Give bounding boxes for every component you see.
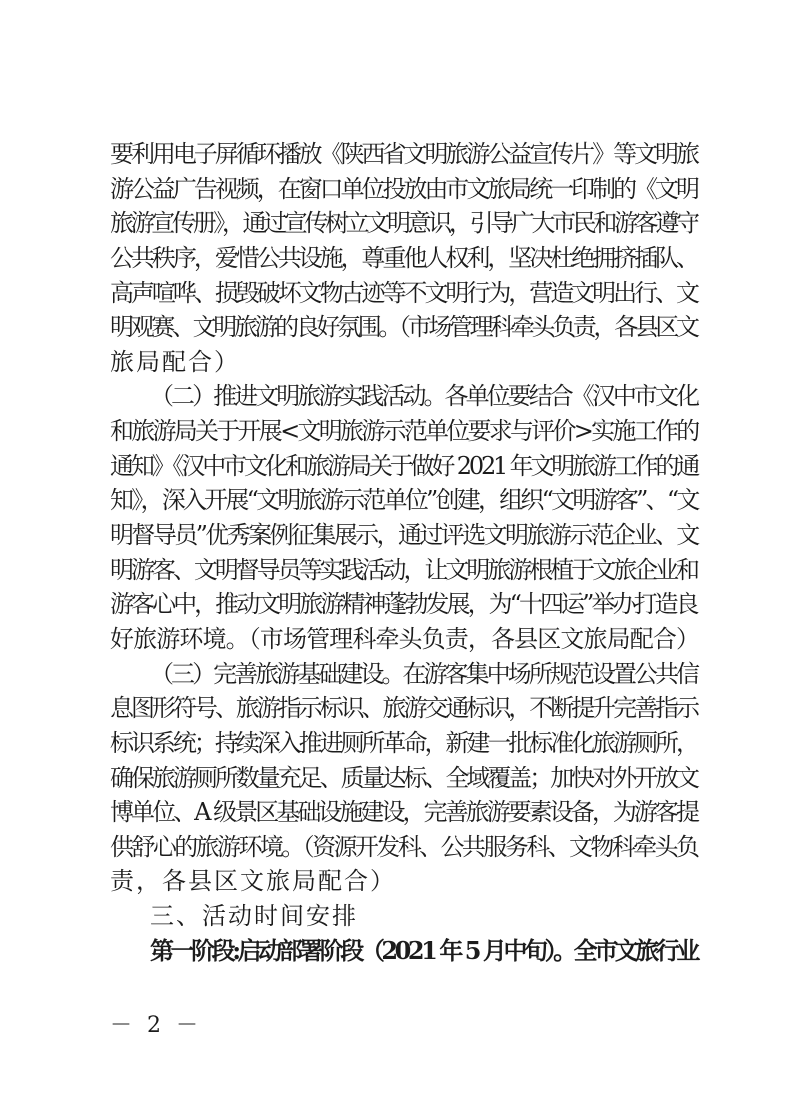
- text-line-3: 旅游宣传册》，通过宣传树立文明意识，引导广大市民和游客遵守: [110, 209, 697, 238]
- text-line-9: 和旅游局关于开展<文明旅游示范单位要求与评价>实施工作的: [110, 417, 698, 446]
- text-line-17: 息图形符号、旅游指示标识、旅游交通标识，不断提升完善指示: [110, 694, 697, 723]
- text-line-13: 明游客、文明督导员等实践活动，让文明旅游根植于文旅企业和: [110, 555, 697, 584]
- text-line-11: 知》，深入开展“文明旅游示范单位”创建，组织“文明游客”、“文: [110, 486, 698, 515]
- text-line-12: 明督导员”优秀案例征集展示，通过评选文明旅游示范企业、文: [110, 521, 698, 550]
- text-line-5: 高声喧哗、损毁破坏文物古迹等不文明行为，营造文明出行、文: [110, 278, 697, 307]
- section-heading-schedule: 三、活动时间安排: [150, 902, 358, 931]
- section-2-heading-line: （二）推进文明旅游实践活动。各单位要结合《汉中市文化: [150, 382, 698, 411]
- text-line-10: 通知》《汉中市文化和旅游局关于做好 2021 年文明旅游工作的通: [110, 451, 698, 480]
- text-line-2: 游公益广告视频，在窗口单位投放由市文旅局统一印制的《文明: [110, 174, 697, 203]
- text-line-18: 标识系统；持续深入推进厕所革命，新建一批标准化旅游厕所，: [110, 728, 697, 757]
- text-line-6: 明观赛、文明旅游的良好氛围。（市场管理科牵头负责，各县区文: [110, 313, 697, 342]
- text-line-14: 游客心中，推动文明旅游精神蓬勃发展，为“十四运”举办打造良: [110, 590, 697, 619]
- text-line-20: 博单位、A 级景区基础设施建设，完善旅游要素设备，为游客提: [110, 798, 698, 827]
- text-line-21: 供舒心的旅游环境。（资源开发科、公共服务科、文物科牵头负: [110, 832, 698, 861]
- text-line-15: 好旅游环境。（市场管理科牵头负责，各县区文旅局配合）: [110, 624, 700, 653]
- document-body: [110, 137, 700, 968]
- text-line-1: 要利用电子屏循环播放《陕西省文明旅游公益宣传片》等文明旅: [110, 140, 697, 168]
- section-3-heading-line: （三）完善旅游基础建设。在游客集中场所规范设置公共信: [150, 659, 698, 688]
- text-line-7: 旅局配合）: [110, 347, 240, 376]
- phase-one-line: 第一阶段:启动部署阶段（2021 年 5 月中旬）。全市文旅行业: [150, 935, 697, 965]
- text-line-22: 责，各县区文旅局配合）: [110, 867, 396, 896]
- text-line-19: 确保旅游厕所数量充足、质量达标、全域覆盖；加快对外开放文: [110, 763, 697, 792]
- text-line-4: 公共秩序，爱惜公共设施，尊重他人权利，坚决杜绝拥挤插队、: [110, 243, 697, 272]
- page-number: － 2 －: [110, 1013, 202, 1038]
